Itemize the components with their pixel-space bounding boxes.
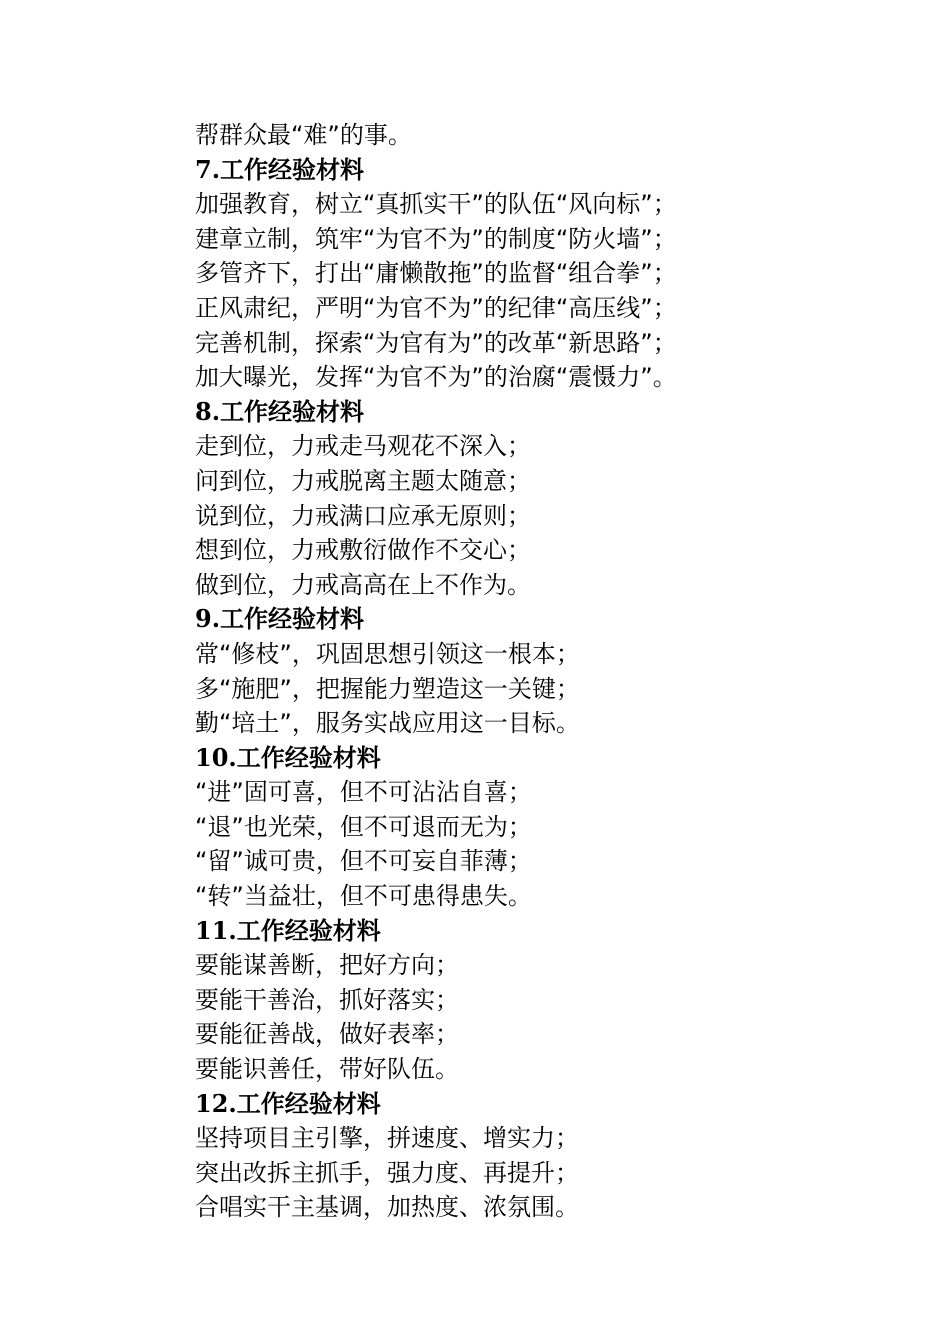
section-7-line: 完善机制，探索“为官有为”的改革“新思路”； [195,328,677,357]
section-heading-9 [195,602,785,637]
section-8-line: 问到位，力戒脱离主题太随意； [195,466,531,495]
section-10-line: “留”诚可贵，但不可妄自菲薄； [195,847,532,876]
section-title: 工作经验材料 [220,397,365,426]
section-10-line: “进”固可喜，但不可沾沾自喜； [195,778,532,807]
section-number: 7. [195,154,221,184]
section-12-line: 突出改拆主抓手，强力度、再提升； [195,1158,579,1187]
section-title: 工作经验材料 [236,1089,381,1118]
section-7-line: 建章立制，筑牢“为官不为”的制度“防火墙”； [195,224,677,253]
section-10-line: “转”当益壮，但不可患得患失。 [195,882,532,911]
section-title: 工作经验材料 [236,743,381,772]
section-7-line: 加大曝光，发挥“为官不为”的治腐“震慑力”。 [195,363,677,392]
section-8-line: 说到位，力戒满口应承无原则； [195,501,531,530]
section-number: 12. [195,1088,237,1118]
document-page [195,118,785,1225]
section-9-line: 多“施肥”，把握能力塑造这一关键； [195,674,580,703]
intro-line: 帮群众最“难”的事。 [195,121,412,149]
section-number: 8. [195,396,221,426]
section-9-line: 常“修枝”，巩固思想引领这一根本； [195,639,580,668]
section-heading-12 [195,1087,785,1122]
section-12-line: 合唱实干主基调，加热度、浓氛围。 [195,1193,579,1222]
section-heading-8 [195,395,785,430]
section-number: 10. [195,742,237,772]
section-11-line: 要能征善战，做好表率； [195,1020,459,1049]
section-number: 11. [195,915,237,945]
section-heading-11 [195,914,785,949]
section-8-line: 做到位，力戒高高在上不作为。 [195,570,531,599]
section-title: 工作经验材料 [236,916,381,945]
section-11-line: 要能干善治，抓好落实； [195,985,459,1014]
section-title: 工作经验材料 [220,155,365,184]
section-8-line: 想到位，力戒敷衍做作不交心； [195,536,531,565]
section-10-line: “退”也光荣，但不可退而无为； [195,812,532,841]
section-7-line: 正风肃纪，严明“为官不为”的纪律“高压线”； [195,293,677,322]
section-title: 工作经验材料 [220,605,365,634]
section-number: 9. [195,604,221,634]
section-9-line: 勤“培土”，服务实战应用这一目标。 [195,709,580,738]
section-7-line: 多管齐下，打出“庸懒散拖”的监督“组合拳”； [195,259,677,288]
section-heading-7 [195,153,785,188]
section-12-line: 坚持项目主引擎，拼速度、增实力； [195,1124,579,1153]
section-heading-10 [195,741,785,776]
section-7-line: 加强教育，树立“真抓实干”的队伍“风向标”； [195,190,677,219]
section-11-line: 要能谋善断，把好方向； [195,951,459,980]
section-8-line: 走到位，力戒走马观花不深入； [195,432,531,461]
section-11-line: 要能识善任，带好队伍。 [195,1055,459,1084]
